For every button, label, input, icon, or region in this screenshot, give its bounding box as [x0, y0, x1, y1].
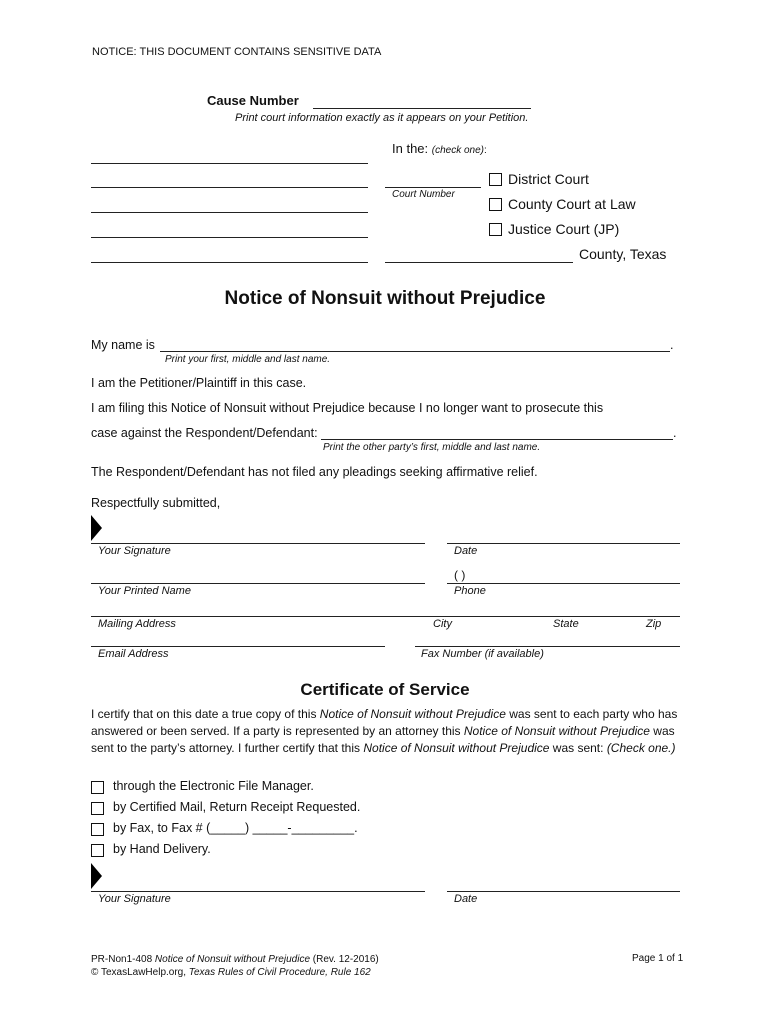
justice-court-checkbox[interactable] [489, 223, 502, 236]
rule-citation: Texas Rules of Civil Procedure, Rule 162 [188, 967, 371, 978]
certificate-title: Certificate of Service [300, 680, 470, 699]
check-one-hint: (check one) [431, 145, 485, 156]
in-the-colon: : [484, 145, 487, 156]
zip-label: Zip [646, 618, 662, 630]
filing-statement: I am filing this Notice of Nonsuit without Prejudice because I no longer want to prosecute this [91, 401, 604, 415]
city-label: City [433, 618, 452, 630]
certified-mail-checkbox[interactable] [91, 802, 104, 815]
cert-text-3: was sent to the party’s attorney. I further certify that this [91, 724, 675, 755]
cert-check-one: (Check one.) [606, 741, 676, 755]
county-field[interactable] [385, 262, 573, 263]
no-pleadings-statement: The Respondent/Defendant has not filed any pleadings seeking affirmative relief. [91, 465, 538, 479]
cert-date-label: Date [454, 893, 478, 905]
phone-field[interactable] [447, 583, 680, 584]
respondent-hint: Print the other party’s first, middle and last name. [323, 442, 541, 453]
fax-checkbox[interactable] [91, 823, 104, 836]
justice-court-label: Justice Court (JP) [508, 221, 620, 237]
respondent-period: . [673, 426, 677, 440]
cause-instruction: Print court information exactly as it appears on your Petition. [235, 112, 529, 124]
sign-here-arrow-icon [91, 863, 102, 889]
cert-doc-ref-2: Notice of Nonsuit without Prejudice [463, 724, 650, 738]
printed-name-label: Your Printed Name [98, 585, 191, 597]
respondent-label: case against the Respondent/Defendant: [91, 426, 318, 440]
in-the-text: In the: [392, 141, 429, 156]
cert-doc-ref-3: Notice of Nonsuit without Prejudice [363, 741, 550, 755]
cert-date-field[interactable] [447, 891, 680, 892]
in-the-label [392, 141, 487, 156]
cert-text-2: was sent to each party who has answered or been served. If a party is represented by an attorney this [91, 707, 678, 738]
cert-signature-field[interactable] [91, 891, 425, 892]
my-name-label: My name is [91, 338, 155, 352]
my-name-period: . [670, 338, 674, 352]
hand-delivery-checkbox[interactable] [91, 844, 104, 857]
sensitive-data-notice: NOTICE: THIS DOCUMENT CONTAINS SENSITIVE DATA [92, 46, 382, 58]
cert-doc-ref-1: Notice of Nonsuit without Prejudice [319, 707, 506, 721]
signature-field[interactable] [91, 543, 425, 544]
phone-label: Phone [454, 585, 486, 597]
your-signature-label: Your Signature [98, 545, 171, 557]
mailing-address-label: Mailing Address [98, 618, 176, 630]
hand-delivery-label: by Hand Delivery. [113, 842, 211, 856]
efm-checkbox[interactable] [91, 781, 104, 794]
form-revision: (Rev. 12-2016) [310, 954, 379, 965]
court-number-field[interactable] [385, 187, 481, 188]
county-court-checkbox[interactable] [489, 198, 502, 211]
fax-field[interactable] [415, 646, 680, 647]
form-id: PR-Non1-408 [91, 954, 155, 965]
email-label: Email Address [98, 648, 169, 660]
cause-number-field[interactable] [313, 108, 531, 109]
party-line-2[interactable] [91, 187, 368, 188]
mailing-address-field[interactable] [91, 616, 680, 617]
my-name-hint: Print your first, middle and last name. [165, 354, 331, 365]
efm-label: through the Electronic File Manager. [113, 779, 314, 793]
phone-area-code: ( ) [454, 568, 466, 582]
cert-text-1: I certify that on this date a true copy of this [91, 707, 320, 721]
certificate-paragraph [91, 706, 681, 757]
petitioner-statement: I am the Petitioner/Plaintiff in this case. [91, 376, 307, 390]
certified-mail-label: by Certified Mail, Return Receipt Requested. [113, 800, 361, 814]
district-court-label: District Court [508, 171, 589, 187]
footer-form-line [91, 953, 379, 966]
fax-option-label: by Fax, to Fax # (_____) _____-_________. [113, 821, 358, 835]
form-title: Notice of Nonsuit without Prejudice [154, 954, 310, 965]
printed-name-field[interactable] [91, 583, 425, 584]
cert-text-4: was sent: [549, 741, 607, 755]
county-court-label: County Court at Law [508, 196, 636, 212]
cert-signature-label: Your Signature [98, 893, 171, 905]
footer-copyright-line [91, 966, 379, 979]
county-texas-label: County, Texas [579, 246, 667, 262]
document-title: Notice of Nonsuit without Prejudice [224, 288, 546, 309]
state-label: State [553, 618, 579, 630]
footer-left [91, 953, 379, 979]
respondent-name-field[interactable] [321, 439, 673, 440]
date-label: Date [454, 545, 478, 557]
sign-here-arrow-icon [91, 515, 102, 541]
court-number-label: Court Number [392, 189, 455, 200]
party-line-3[interactable] [91, 212, 368, 213]
cause-number-label: Cause Number [207, 93, 299, 108]
party-line-1[interactable] [91, 163, 368, 164]
page-number: Page 1 of 1 [632, 953, 684, 964]
respectfully-submitted: Respectfully submitted, [91, 496, 221, 510]
my-name-field[interactable] [160, 351, 670, 352]
district-court-checkbox[interactable] [489, 173, 502, 186]
copyright: © TexasLawHelp.org, [91, 967, 189, 978]
fax-label: Fax Number (if available) [421, 648, 544, 660]
email-field[interactable] [91, 646, 385, 647]
party-line-5[interactable] [91, 262, 368, 263]
party-line-4[interactable] [91, 237, 368, 238]
date-field[interactable] [447, 543, 680, 544]
